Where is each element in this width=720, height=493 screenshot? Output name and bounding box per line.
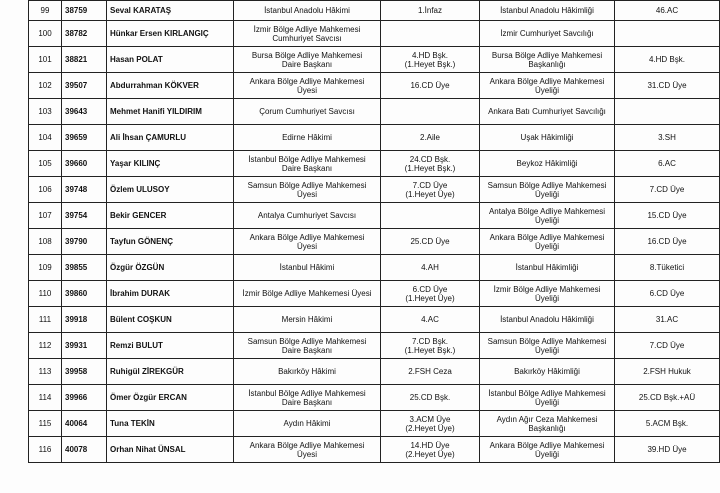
current-chamber-cell <box>381 385 480 411</box>
cell-line: (1.Heyet Bşk.) <box>404 163 456 173</box>
person-name-cell: Orhan Nihat ÜNSAL <box>107 437 234 463</box>
registry-number-cell: 39958 <box>62 359 107 385</box>
cell-line: Ankara Bölge Adliye Mahkemesi <box>489 76 605 86</box>
appointment-table <box>28 0 720 463</box>
cell-line: 7.CD Bşk. <box>411 336 448 346</box>
person-name-cell: Mehmet Hanifi YILDIRIM <box>107 99 234 125</box>
table-row <box>29 1 720 21</box>
person-name-cell: Bekir GENCER <box>107 203 234 229</box>
cell-line: Daire Başkanı <box>281 345 333 355</box>
new-chamber-cell <box>615 151 720 177</box>
cell-line: 5.ACM Bşk. <box>645 419 689 428</box>
new-chamber-cell <box>615 255 720 281</box>
registry-number-cell: 40064 <box>62 411 107 437</box>
registry-number-cell: 38821 <box>62 47 107 73</box>
cell-line: Edirne Hâkimi <box>282 133 332 142</box>
current-post-cell <box>234 229 381 255</box>
registry-number-cell: 39659 <box>62 125 107 151</box>
cell-line: 3.SH <box>658 133 676 142</box>
cell-line: İzmir Bölge Adliye Mahkemesi <box>493 284 601 294</box>
person-name-cell: Remzi BULUT <box>107 333 234 359</box>
current-chamber-cell <box>381 411 480 437</box>
cell-line: Üyesi <box>296 241 317 251</box>
current-post-cell <box>234 307 381 333</box>
table-row <box>29 281 720 307</box>
row-number-cell: 110 <box>29 281 62 307</box>
cell-line: Bursa Bölge Adliye Mahkemesi <box>491 50 603 60</box>
new-post-cell <box>480 359 615 385</box>
registry-number-cell: 39748 <box>62 177 107 203</box>
registry-number-cell: 39860 <box>62 281 107 307</box>
table-row <box>29 73 720 99</box>
table-row <box>29 21 720 47</box>
table-row <box>29 359 720 385</box>
registry-number-cell: 39643 <box>62 99 107 125</box>
cell-line: Antalya Bölge Adliye Mahkemesi <box>488 206 606 216</box>
row-number-cell: 104 <box>29 125 62 151</box>
new-chamber-cell <box>615 411 720 437</box>
cell-line: 46.AC <box>655 6 679 15</box>
row-number-cell: 112 <box>29 333 62 359</box>
current-chamber-cell <box>381 21 480 47</box>
cell-line: Ankara Batı Cumhuriyet Savcılığı <box>488 107 606 116</box>
registry-number-cell: 39790 <box>62 229 107 255</box>
person-name-cell: İbrahim DURAK <box>107 281 234 307</box>
registry-number-cell: 39855 <box>62 255 107 281</box>
cell-line: İstanbul Anadolu Hâkimliği <box>500 315 594 324</box>
current-post-cell <box>234 281 381 307</box>
person-name-cell: Ali İhsan ÇAMURLU <box>107 125 234 151</box>
cell-line: 4.HD Bşk. <box>648 55 685 64</box>
current-chamber-cell <box>381 73 480 99</box>
cell-line: Daire Başkanı <box>281 397 333 407</box>
cell-line: 14.HD Üye <box>410 440 450 450</box>
cell-line: İzmir Cumhuriyet Savcılığı <box>500 29 594 38</box>
row-number-cell: 111 <box>29 307 62 333</box>
cell-line: Samsun Bölge Adliye Mahkemesi <box>487 336 607 346</box>
new-chamber-cell <box>615 229 720 255</box>
registry-number-cell: 40078 <box>62 437 107 463</box>
current-post-cell <box>234 1 381 21</box>
new-post-cell <box>480 307 615 333</box>
current-chamber-cell <box>381 177 480 203</box>
person-name-cell: Abdurrahman KÖKVER <box>107 73 234 99</box>
cell-line: 3.ACM Üye <box>409 414 451 424</box>
cell-line: 8.Tüketici <box>649 263 685 272</box>
table-row <box>29 307 720 333</box>
new-chamber-cell <box>615 99 720 125</box>
cell-line: 25.CD Üye <box>410 237 450 246</box>
cell-line: Samsun Bölge Adliye Mahkemesi <box>247 336 367 346</box>
new-chamber-cell <box>615 203 720 229</box>
current-chamber-cell <box>381 99 480 125</box>
new-post-cell <box>480 203 615 229</box>
current-chamber-cell <box>381 47 480 73</box>
row-number-cell: 106 <box>29 177 62 203</box>
person-name-cell: Özgür ÖZGÜN <box>107 255 234 281</box>
cell-line: Üyeliği <box>534 215 559 225</box>
appointment-table-body <box>29 1 720 463</box>
cell-line: İstanbul Bölge Adliye Mahkemesi <box>248 154 366 164</box>
new-post-cell <box>480 73 615 99</box>
row-number-cell: 113 <box>29 359 62 385</box>
current-post-cell <box>234 385 381 411</box>
new-post-cell <box>480 281 615 307</box>
cell-line: 1.İnfaz <box>417 6 442 15</box>
current-post-cell <box>234 203 381 229</box>
cell-line: Samsun Bölge Adliye Mahkemesi <box>247 180 367 190</box>
cell-line: 2.FSH Hukuk <box>643 367 691 376</box>
cell-line: 16.CD Üye <box>647 237 687 246</box>
new-chamber-cell <box>615 177 720 203</box>
table-row <box>29 333 720 359</box>
registry-number-cell: 38759 <box>62 1 107 21</box>
cell-line: Bakırköy Hâkimi <box>278 367 336 376</box>
registry-number-cell: 38782 <box>62 21 107 47</box>
row-number-cell: 99 <box>29 1 62 21</box>
cell-line: 24.CD Bşk. <box>409 154 451 164</box>
cell-line: Daire Başkanı <box>281 59 333 69</box>
cell-line: Bakırköy Hâkimliği <box>514 367 580 376</box>
current-chamber-cell <box>381 125 480 151</box>
current-post-cell <box>234 99 381 125</box>
cell-line: Ankara Bölge Adliye Mahkemesi <box>249 440 365 450</box>
cell-line: 4.AH <box>421 263 439 272</box>
person-name-cell: Tuna TEKİN <box>107 411 234 437</box>
current-chamber-cell <box>381 281 480 307</box>
table-row <box>29 47 720 73</box>
current-chamber-cell <box>381 1 480 21</box>
cell-line: İstanbul Anadolu Hâkimi <box>264 6 350 15</box>
new-chamber-cell <box>615 437 720 463</box>
row-number-cell: 103 <box>29 99 62 125</box>
cell-line: (1.Heyet Bşk.) <box>404 59 456 69</box>
cell-line: Ankara Bölge Adliye Mahkemesi <box>249 232 365 242</box>
current-post-cell <box>234 359 381 385</box>
cell-line: İstanbul Bölge Adliye Mahkemesi <box>248 388 366 398</box>
table-row <box>29 255 720 281</box>
person-name-cell: Hasan POLAT <box>107 47 234 73</box>
cell-line: 31.CD Üye <box>647 81 687 90</box>
cell-line: 25.CD Bşk.+AÜ <box>638 393 696 402</box>
new-chamber-cell <box>615 73 720 99</box>
cell-line: Uşak Hâkimliği <box>520 133 574 142</box>
table-row <box>29 437 720 463</box>
new-post-cell <box>480 125 615 151</box>
current-chamber-cell <box>381 437 480 463</box>
cell-line: Üyesi <box>296 85 317 95</box>
current-post-cell <box>234 177 381 203</box>
cell-line: Üyeliği <box>534 345 559 355</box>
cell-line: (2.Heyet Üye) <box>405 423 455 433</box>
current-post-cell <box>234 411 381 437</box>
new-chamber-cell <box>615 21 720 47</box>
cell-line: Beykoz Hâkimliği <box>516 159 578 168</box>
cell-line: Mersin Hâkimi <box>281 315 333 324</box>
registry-number-cell: 39931 <box>62 333 107 359</box>
row-number-cell: 114 <box>29 385 62 411</box>
cell-line: 15.CD Üye <box>647 211 687 220</box>
current-post-cell <box>234 21 381 47</box>
person-name-cell: Yaşar KILINÇ <box>107 151 234 177</box>
new-chamber-cell <box>615 1 720 21</box>
person-name-cell: Ömer Özgür ERCAN <box>107 385 234 411</box>
current-post-cell <box>234 333 381 359</box>
row-number-cell: 105 <box>29 151 62 177</box>
cell-line: (1.Heyet Üye) <box>405 293 455 303</box>
cell-line: 6.CD Üye <box>649 289 685 298</box>
table-row <box>29 411 720 437</box>
cell-line: Aydın Ağır Ceza Mahkemesi <box>496 414 598 424</box>
cell-line: 6.AC <box>658 159 676 168</box>
current-post-cell <box>234 47 381 73</box>
cell-line: (1.Heyet Bşk.) <box>404 345 456 355</box>
row-number-cell: 108 <box>29 229 62 255</box>
current-chamber-cell <box>381 307 480 333</box>
registry-number-cell: 39660 <box>62 151 107 177</box>
row-number-cell: 109 <box>29 255 62 281</box>
cell-line: 4.HD Bşk. <box>411 50 448 60</box>
new-post-cell <box>480 229 615 255</box>
cell-line: 2.Aile <box>419 133 440 142</box>
cell-line: Antalya Cumhuriyet Savcısı <box>257 211 357 220</box>
current-post-cell <box>234 151 381 177</box>
cell-line: Cumhuriyet Savcısı <box>272 33 342 43</box>
current-post-cell <box>234 73 381 99</box>
registry-number-cell: 39754 <box>62 203 107 229</box>
cell-line: Çorum Cumhuriyet Savcısı <box>259 107 355 116</box>
current-chamber-cell <box>381 229 480 255</box>
new-chamber-cell <box>615 281 720 307</box>
person-name-cell: Ruhigül ZİREKGÜR <box>107 359 234 385</box>
row-number-cell: 101 <box>29 47 62 73</box>
new-post-cell <box>480 255 615 281</box>
person-name-cell: Seval KARATAŞ <box>107 1 234 21</box>
cell-line: Ankara Bölge Adliye Mahkemesi <box>489 232 605 242</box>
cell-line: 39.HD Üye <box>647 445 687 454</box>
cell-line: Üyeliği <box>534 241 559 251</box>
new-chamber-cell <box>615 359 720 385</box>
cell-line: Üyeliği <box>534 293 559 303</box>
person-name-cell: Hünkar Ersen KIRLANGIÇ <box>107 21 234 47</box>
table-row <box>29 229 720 255</box>
cell-line: Başkanlığı <box>528 59 566 69</box>
cell-line: İzmir Bölge Adliye Mahkemesi <box>253 24 361 34</box>
row-number-cell: 115 <box>29 411 62 437</box>
new-post-cell <box>480 385 615 411</box>
cell-line: Daire Başkanı <box>281 163 333 173</box>
current-chamber-cell <box>381 255 480 281</box>
cell-line: Bursa Bölge Adliye Mahkemesi <box>251 50 363 60</box>
current-post-cell <box>234 437 381 463</box>
table-row <box>29 125 720 151</box>
cell-line: Üyeliği <box>534 449 559 459</box>
cell-line: Samsun Bölge Adliye Mahkemesi <box>487 180 607 190</box>
cell-line: (2.Heyet Üye) <box>405 449 455 459</box>
cell-line: İstanbul Anadolu Hâkimliği <box>500 6 594 15</box>
new-post-cell <box>480 333 615 359</box>
current-post-cell <box>234 125 381 151</box>
cell-line: 7.CD Üye <box>649 185 685 194</box>
row-number-cell: 102 <box>29 73 62 99</box>
cell-line: İstanbul Hâkimliği <box>515 263 579 272</box>
new-post-cell <box>480 47 615 73</box>
cell-line: 4.AC <box>421 315 439 324</box>
cell-line: 2.FSH Ceza <box>408 367 452 376</box>
row-number-cell: 107 <box>29 203 62 229</box>
new-post-cell <box>480 177 615 203</box>
registry-number-cell: 39507 <box>62 73 107 99</box>
current-chamber-cell <box>381 359 480 385</box>
cell-line: 25.CD Bşk. <box>409 393 451 402</box>
cell-line: Üyeliği <box>534 397 559 407</box>
cell-line: Üyesi <box>296 189 317 199</box>
cell-line: Üyeliği <box>534 85 559 95</box>
row-number-cell: 116 <box>29 437 62 463</box>
person-name-cell: Tayfun GÖNENÇ <box>107 229 234 255</box>
row-number-cell: 100 <box>29 21 62 47</box>
new-chamber-cell <box>615 47 720 73</box>
cell-line: 7.CD Üye <box>412 180 448 190</box>
new-post-cell <box>480 411 615 437</box>
cell-line: 6.CD Üye <box>412 284 448 294</box>
table-row <box>29 99 720 125</box>
person-name-cell: Özlem ULUSOY <box>107 177 234 203</box>
cell-line: Başkanlığı <box>528 423 566 433</box>
new-chamber-cell <box>615 125 720 151</box>
new-chamber-cell <box>615 307 720 333</box>
registry-number-cell: 39966 <box>62 385 107 411</box>
new-post-cell <box>480 99 615 125</box>
cell-line: Ankara Bölge Adliye Mahkemesi <box>249 76 365 86</box>
cell-line: İstanbul Hâkimi <box>279 263 335 272</box>
cell-line: 16.CD Üye <box>410 81 450 90</box>
cell-line: 31.AC <box>655 315 679 324</box>
person-name-cell: Bülent COŞKUN <box>107 307 234 333</box>
cell-line: Ankara Bölge Adliye Mahkemesi <box>489 440 605 450</box>
current-chamber-cell <box>381 333 480 359</box>
cell-line: (1.Heyet Üye) <box>405 189 455 199</box>
new-chamber-cell <box>615 385 720 411</box>
cell-line: 7.CD Üye <box>649 341 685 350</box>
table-row <box>29 177 720 203</box>
new-post-cell <box>480 437 615 463</box>
table-row <box>29 203 720 229</box>
registry-number-cell: 39918 <box>62 307 107 333</box>
new-post-cell <box>480 151 615 177</box>
cell-line: İstanbul Bölge Adliye Mahkemesi <box>488 388 606 398</box>
table-row <box>29 151 720 177</box>
table-row <box>29 385 720 411</box>
cell-line: Üyesi <box>296 449 317 459</box>
new-chamber-cell <box>615 333 720 359</box>
current-chamber-cell <box>381 151 480 177</box>
cell-line: Aydın Hâkimi <box>283 419 331 428</box>
cell-line: İzmir Bölge Adliye Mahkemesi Üyesi <box>242 289 372 298</box>
new-post-cell <box>480 21 615 47</box>
current-chamber-cell <box>381 203 480 229</box>
current-post-cell <box>234 255 381 281</box>
cell-line: Üyeliği <box>534 189 559 199</box>
new-post-cell <box>480 1 615 21</box>
